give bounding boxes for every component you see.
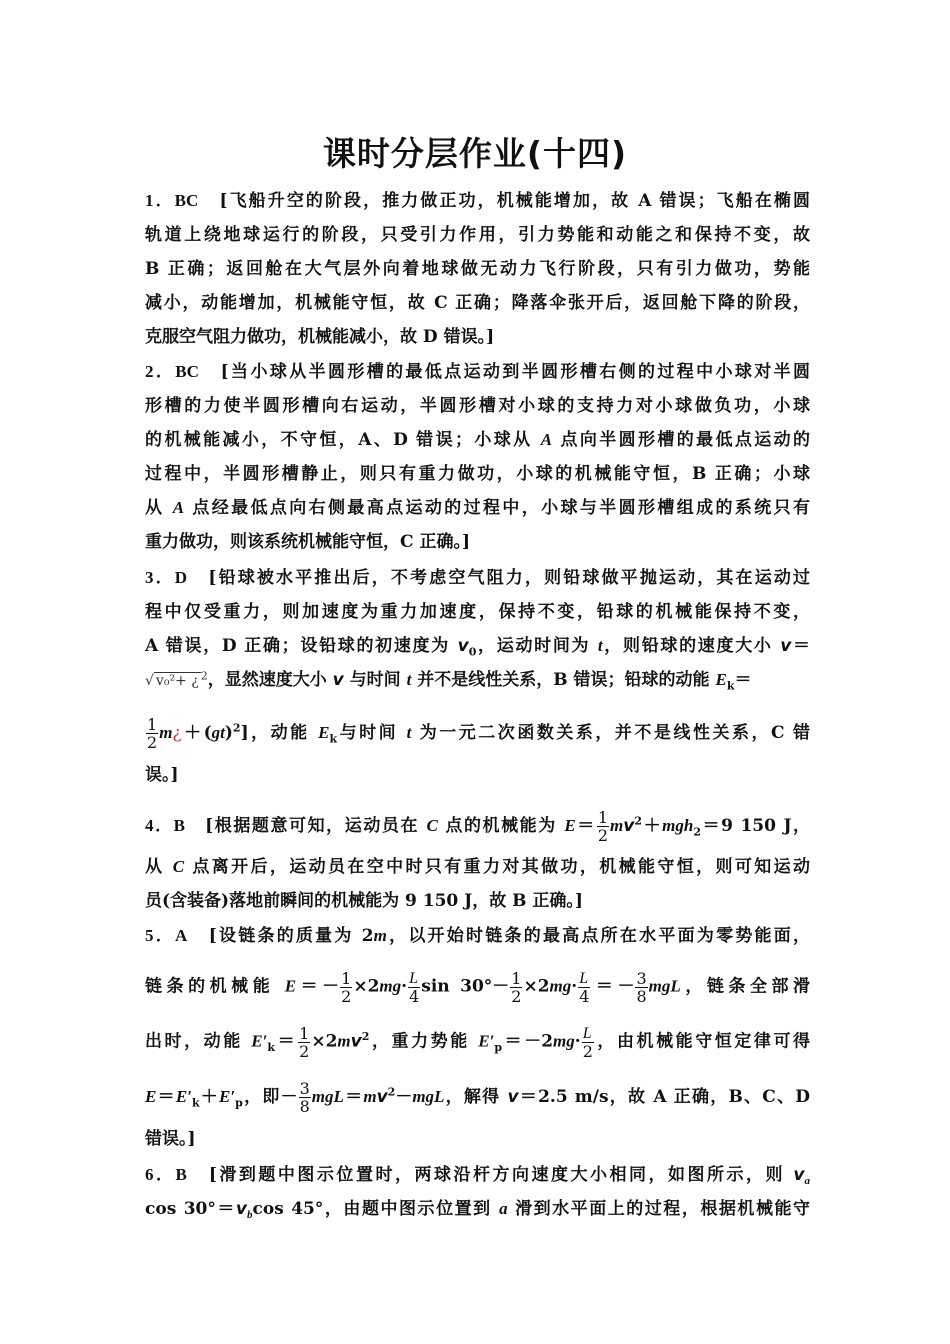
q2-line-3: 的机械能减小，不守恒，A、D 错误；小球从 A 点向半圆形槽的最低点运动的 (145, 430, 811, 450)
q3-line-3: A 错误，D 正确；设铅球的初速度为 $v_0$，运动时间为 t，则铅球的速度大小 v＝ (145, 636, 811, 659)
q3-number: 3．D (145, 568, 188, 587)
q1-number: 1．BC (145, 191, 199, 210)
q6-number: 6．B (145, 1165, 187, 1184)
q1-line-1 (145, 189, 810, 213)
page-title: 课时分层作业(十四) (322, 134, 628, 173)
q1-text: [飞船升空的阶段，推力做正功，机械能增加，故 A 错误；飞船在椭圆 (219, 191, 810, 211)
q1-line-3: B 正确；返回舱在大气层外向着地球做无动力飞行阶段，只有引力做功，势能 (145, 259, 810, 279)
sqrt-expression: √ v₀²+ ¿ $^2$ (145, 669, 208, 689)
q2-number: 2．BC (145, 362, 199, 381)
q3-line-6: 误。] (145, 765, 179, 785)
q3-text: [铅球被水平推出后，不考虑空气阻力，则铅球做平抛运动，其在运动过 (208, 568, 810, 588)
q2-line-6: 重力做功，则该系统机械能守恒，C 正确。] (145, 532, 470, 552)
q2-line-1 (145, 360, 810, 384)
q2-line-2: 形槽的力使半圆形槽向右运动，半圆形槽对小球的支持力对小球做负功，小球 (145, 396, 810, 416)
q4-line-2: 从 C 点离开后，运动员在空中时只有重力对其做功，机械能守恒，则可知运动 (145, 857, 811, 877)
q4-number: 4．B (145, 816, 185, 835)
q2-text: [当小球从半圆形槽的最低点运动到半圆形槽右侧的过程中小球对半圆 (220, 362, 811, 382)
q2-line-4: 过程中，半圆形槽静止，则只有重力做功，小球的机械能守恒，B 正确；小球 (145, 464, 810, 484)
q3-line-2: 程中仅受重力，则加速度为重力加速度，保持不变，铅球的机械能保持不变， (145, 602, 810, 622)
q1-line-4: 减小，动能增加，机械能守恒，故 C 正确；降落伞张开后，返回舱下降的阶段， (145, 293, 810, 313)
q5-line-4: $E=E'_k+E'_p$，即－ $\frac{3}{8}$ $mgL=mv^2-mgL$，解得 v＝2.5 m/s，故 A 正确，B、C、D (145, 1079, 811, 1116)
q3-line-1 (145, 566, 810, 590)
q1-line-5: 克服空气阻力做功，机械能减小，故 D 错误。] (145, 327, 495, 347)
q3-line-4: √ v₀²+ ¿ $^2$，显然速度大小 v 与时间 t 并不是线性关系，B 错误；铅球的动能 $E_k=$ (145, 669, 752, 693)
q6-line-2: $\cos 30^\circ=v_b\cos$ 45°，由题中图示位置到 a 滑到水平面上的过程，根据机械能守 (145, 1199, 811, 1222)
q5-line-3: 出时，动能 $E'_k=$ $\frac{1}{2}$ $\times 2mv^2$，重力势能 $E'_p=-2mg\cdot$ $\frac{L}{2}$ ，由机械能守恒定律可得 (145, 1023, 811, 1061)
fraction: $\frac{1}{2}$ (147, 715, 158, 752)
q3-line-5: $\frac{1}{2}$ m¿＋(gt)$^2$]，动能 $E_k$与时间 t 为一元二次函数关系，并不是线性关系，C 错 (147, 715, 810, 752)
q6-line-1: 6．B [滑到题中图示位置时，两球沿杆方向速度大小相同，如图所示，则 $v_a$ (145, 1165, 811, 1188)
q4-line-1: 4．B [根据题意可知，运动员在 C 点的机械能为 E＝ $\frac{1}{2}$ $mv^2+mgh_2=9$ 150 J， (145, 808, 811, 845)
q2-line-5: 从 A 点经最低点向右侧最高点运动的过程中，小球与半圆形槽组成的系统只有 (145, 498, 811, 518)
q5-line-5: 错误。] (145, 1129, 196, 1149)
q5-number: 5．A (145, 926, 188, 945)
q5-line-1: 5．A [设链条的质量为 2m，以开始时链条的最高点所在水平面为零势能面， (145, 926, 811, 946)
fraction: $\frac{1}{2}$ (597, 808, 609, 845)
q4-line-3: 员(含装备)落地前瞬间的机械能为 9 150 J，故 B 正确。] (145, 891, 583, 911)
q5-line-2: 链条的机械能 E＝－ $\frac{1}{2}$ ×2mg· $\frac{L}{4}$ sin 30°－ $\frac{1}{2}$ ×2mg· $\frac{L}{4}$ ＝－ $\frac{3}{8}$ mgL，链条全部滑 (145, 968, 811, 1006)
q1-line-2: 轨道上绕地球运行的阶段，只受引力作用，引力势能和动能之和保持不变，故 (145, 225, 810, 245)
